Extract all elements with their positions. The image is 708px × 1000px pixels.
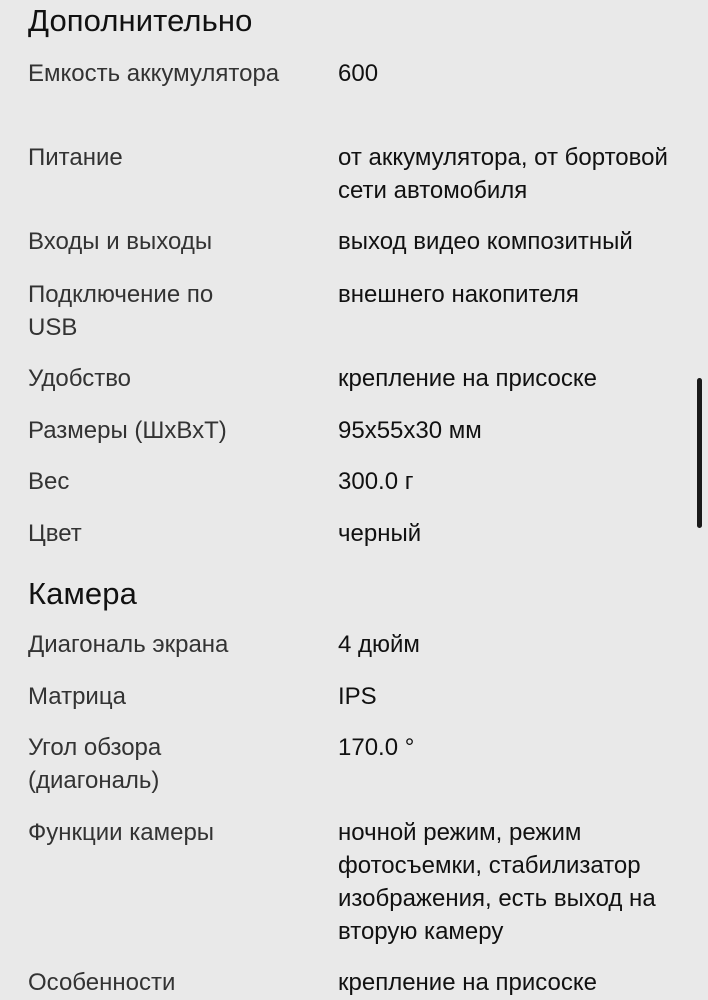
spec-label: Питание [28,144,123,171]
spec-label: Вес [28,468,70,495]
section-title-camera: Камера [28,576,137,611]
spec-value: 300.0 г [338,468,414,495]
spec-value: выход видео композитный [338,228,633,255]
spec-label: Особенности [28,969,176,996]
spec-value: крепление на присоске [338,969,597,996]
spec-label: Удобство [28,365,132,392]
spec-value: крепление на присоске [338,365,597,392]
spec-value: ночной режим, режим фотосъемки, стабилизатор изображения, есть выход на вторую камеру [338,819,656,945]
spec-value: 4 дюйм [338,631,420,658]
spec-value: 600 [338,60,379,87]
spec-value: 170.0 ° [338,734,415,761]
spec-label: Диагональ экрана [28,631,229,658]
spec-label: Подключение по USB [28,281,214,341]
spec-value: черный [338,520,422,547]
spec-value: внешнего накопителя [338,281,579,308]
spec-label: Функции камеры [28,819,215,846]
spec-label: Цвет [28,520,82,547]
spec-label: Входы и выходы [28,228,213,255]
spec-label: Угол обзора (диагональ) [28,734,162,794]
spec-value: 95х55х30 мм [338,417,482,444]
spec-label: Матрица [28,683,126,710]
scrollbar-thumb[interactable] [697,378,702,528]
spec-label: Емкость аккумулятора [28,60,280,87]
section-title-additional: Дополнительно [28,3,253,38]
spec-label: Размеры (ШхВхТ) [28,417,227,444]
spec-value: IPS [338,683,377,710]
spec-value: от аккумулятора, от бортовой сети автомобиля [338,144,668,204]
